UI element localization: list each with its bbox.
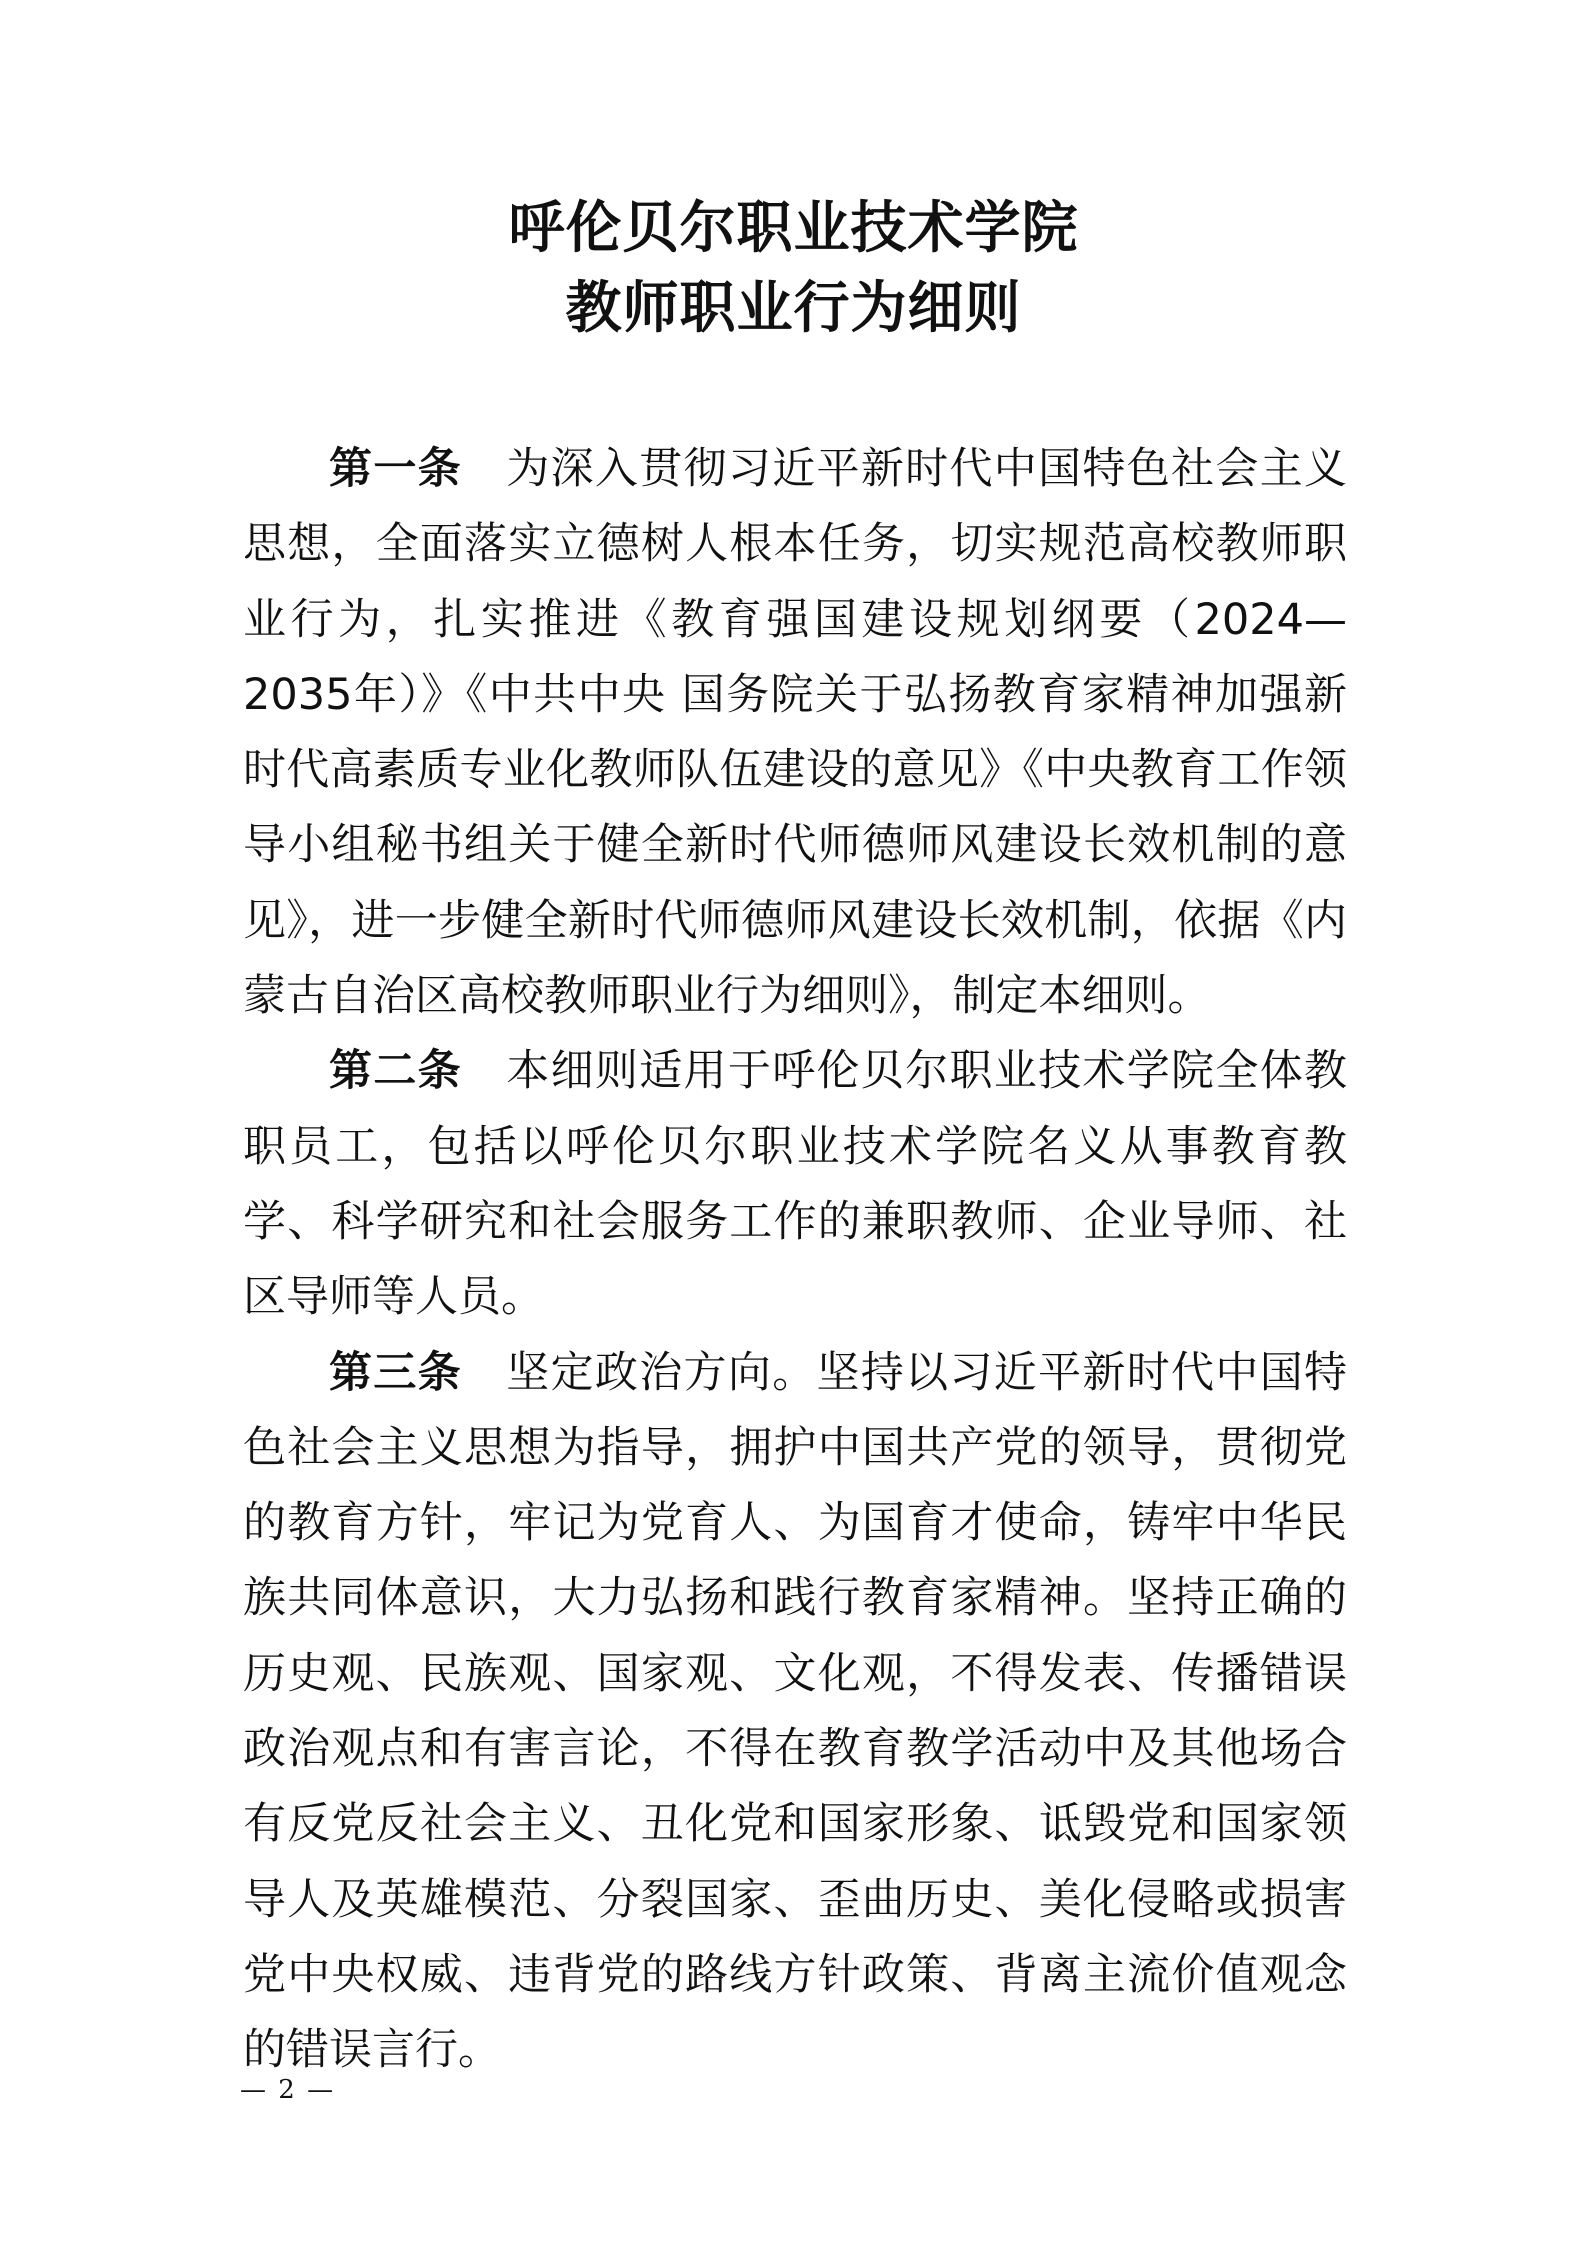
article-1-label: 第一条	[329, 444, 462, 494]
article-3-label: 第三条	[329, 1347, 462, 1398]
document-title-line-2: 教师职业行为细则	[565, 275, 1022, 341]
article-3-text: 坚定政治方向。坚持以习近平新时代中国特色社会主义思想为指导，拥护中国共产党的领导，贯彻党的教育方针，牢记为党育人、为国育才使命，铸牢中华民族共同体意识，大力弘扬和践行教育家精神。坚持正确的历史观、民族观、国家观、文化观，不得发表、传播错误政治观点和有害言论，不得在教育教学活动中及其他场合有反党反社会主义、丑化党和国家形象、诋毁党和国家领导人及英雄模范、分裂国家、歪曲历史、美化侵略或损害党中央权威、违背党的路线方针政策、背离主流价值观念的错误言行。	[243, 1347, 1348, 2076]
document-title-line-1: 呼伦贝尔职业技术学院	[508, 195, 1079, 261]
article-2-text: 本细则适用于呼伦贝尔职业技术学院全体教职员工，包括以呼伦贝尔职业技术学院名义从事教育教学、科学研究和社会服务工作的兼职教师、企业导师、社区导师等人员。	[243, 1046, 1348, 1323]
article-1-text: 为深入贯彻习近平新时代中国特色社会主义思想，全面落实立德树人根本任务，切实规范高校教师职业行为，扎实推进《教育强国建设规划纲要（2024—2035年）》《中共中央 国务院关于弘扬教育家精神加强新时代高素质专业化教师队伍建设的意见》《中央教育工作领导小组秘书组关于健全新时代师德师风建设长效机制的意见》，进一步健全新时代师德师风建设长效机制，依据《内蒙古自治区高校教师职业行为细则》，制定本细则。	[243, 444, 1348, 1022]
article-2	[243, 1034, 1347, 1335]
document-body	[243, 432, 1347, 2089]
article-2-label: 第二条	[329, 1046, 462, 1097]
article-3	[243, 1336, 1347, 2089]
page-number: — 2 —	[240, 2075, 336, 2105]
article-1	[243, 432, 1347, 1034]
